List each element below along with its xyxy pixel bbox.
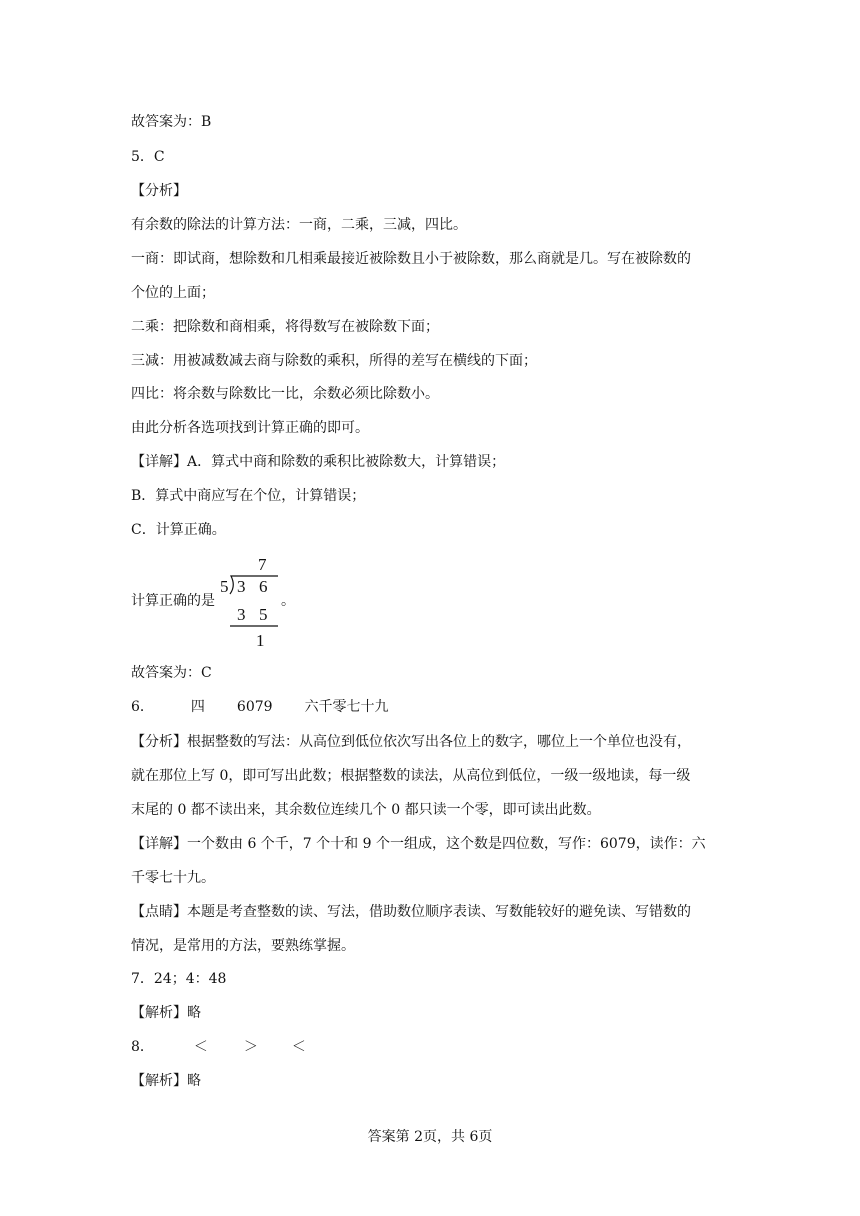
section-heading: 【分析】 — [131, 183, 187, 199]
comment-text: 情况，是常用的方法，要熟练掌握。 — [131, 938, 355, 954]
long-division-figure — [218, 552, 282, 648]
question-number: 5．C — [131, 149, 165, 165]
explanation-text: 【解析】略 — [131, 1073, 201, 1089]
question-number: 8． — [131, 1039, 154, 1055]
answer-line: 故答案为：C — [131, 665, 212, 681]
analysis-text: 就在那位上写 0，即可写出此数；根据整数的读法，从高位到低位，一级一级地读，每一级 — [131, 768, 691, 784]
analysis-text: 二乘：把除数和商相乘，将得数写在被除数下面； — [131, 319, 439, 335]
analysis-text: 一商：即试商，想除数和几相乘最接近被除数且小于被除数，那么商就是几。写在被除数的 — [131, 251, 691, 267]
question-6-answers — [131, 697, 389, 717]
product-tens: 3 — [237, 605, 246, 624]
analysis-text: 末尾的 0 都不读出来，其余数位连续几个 0 都只读一个零，即可读出此数。 — [131, 802, 601, 818]
analysis-text: 有余数的除法的计算方法：一商，二乘，三减，四比。 — [131, 217, 467, 233]
analysis-text: 四比：将余数与除数比一比，余数必须比除数小。 — [131, 386, 439, 402]
dividend-tens: 3 — [237, 577, 246, 596]
answer-blank-3: 六千零七十九 — [304, 699, 389, 715]
analysis-text: 由此分析各选项找到计算正确的即可。 — [131, 420, 369, 436]
compare-sign-1: ＜ — [193, 1039, 208, 1055]
correct-calc-label: 计算正确的是 — [131, 593, 215, 609]
dividend-ones: 6 — [259, 577, 268, 596]
detail-text: C．计算正确。 — [131, 522, 226, 538]
detail-text: B．算式中商应写在个位，计算错误； — [131, 488, 366, 504]
analysis-text: 三减：用被减数减去商与除数的乘积，所得的差写在横线的下面； — [131, 353, 537, 369]
page-footer: 答案第 2页，共 6页 — [367, 1129, 493, 1145]
detail-text: 千零七十九。 — [131, 870, 215, 886]
divisor-digit: 5 — [220, 577, 229, 596]
question-7-answer: 7．24；4：48 — [131, 971, 227, 987]
detail-text: 【详解】A．算式中商和除数的乘积比被除数大，计算错误； — [131, 454, 506, 470]
answer-blank-2: 6079 — [236, 699, 273, 715]
analysis-text: 个位的上面； — [131, 285, 215, 301]
explanation-text: 【解析】略 — [131, 1005, 201, 1021]
compare-sign-3: ＜ — [291, 1039, 306, 1055]
quotient-digit: 7 — [258, 555, 267, 574]
answer-line: 故答案为：B — [131, 114, 212, 130]
detail-text: 【详解】一个数由 6 个千，7 个十和 9 个一组成，这个数是四位数，写作：6079，读作：六 — [131, 836, 706, 852]
answer-blank-1: 四 — [190, 699, 205, 715]
question-8-answers — [131, 1037, 306, 1057]
analysis-text: 【分析】根据整数的写法：从高位到低位依次写出各位上的数字，哪位上一个单位也没有， — [131, 734, 691, 750]
period: 。 — [281, 593, 295, 609]
remainder-digit: 1 — [256, 631, 265, 648]
question-number: 6． — [131, 699, 154, 715]
comment-text: 【点睛】本题是考查整数的读、写法，借助数位顺序表读、写数能较好的避免读、写错数的 — [131, 904, 691, 920]
product-ones: 5 — [259, 605, 268, 624]
compare-sign-2: ＞ — [243, 1039, 258, 1055]
